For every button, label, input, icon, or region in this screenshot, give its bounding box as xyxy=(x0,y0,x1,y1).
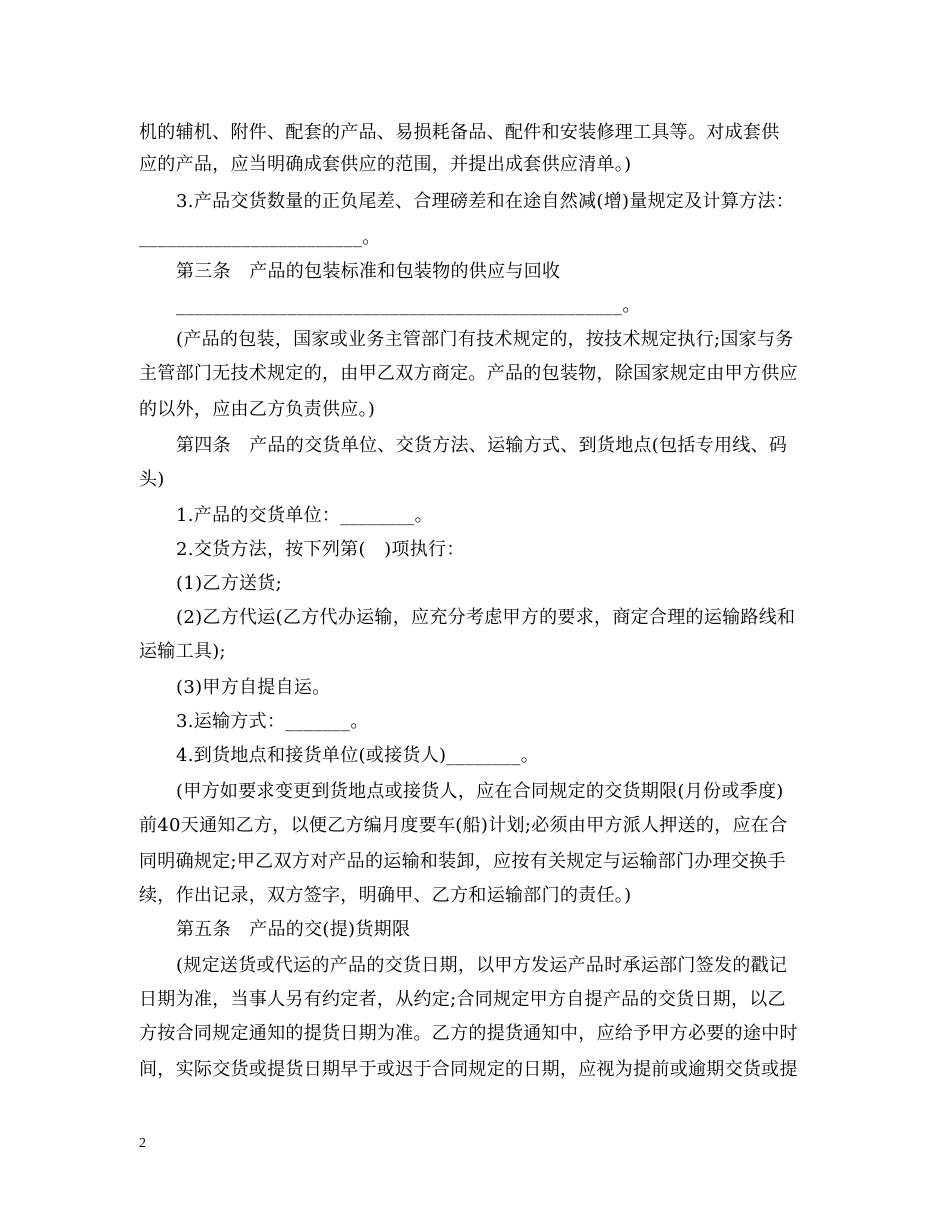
text-line: 运输工具); xyxy=(139,641,226,662)
text-line: 4.到货地点和接货单位(或接货人)________。 xyxy=(176,745,540,766)
text-line: 应的产品，应当明确成套供应的范围，并提出成套供应清单。) xyxy=(139,154,632,175)
text-line: 间，实际交货或提货日期早于或迟于合同规定的日期，应视为提前或逾期交货或提 xyxy=(139,1059,798,1080)
page-number: 2 xyxy=(139,1136,146,1151)
section-heading: 第三条 产品的包装标准和包装物的供应与回收 xyxy=(176,261,561,282)
text-line: 主管部门无技术规定的，由甲乙双方商定。产品的包装物，除国家规定由甲方供应 xyxy=(139,363,798,384)
text-line: (3)甲方自提自运。 xyxy=(176,677,331,698)
text-line: 机的辅机、附件、配套的产品、易损耗备品、配件和安装修理工具等。对成套供 xyxy=(139,122,780,143)
text-line: (甲方如要求变更到货地点或接货人，应在合同规定的交货期限(月份或季度) xyxy=(176,781,784,802)
text-line: (产品的包装，国家或业务主管部门有技术规定的，按技术规定执行;国家与务 xyxy=(176,329,794,350)
text-line: 方按合同规定通知的提货日期为准。乙方的提货通知中，应给予甲方必要的途中时 xyxy=(139,1023,798,1044)
text-line: 的以外，应由乙方负责供应。) xyxy=(139,399,376,420)
text-line: 2.交货方法，按下列第( )项执行： xyxy=(176,539,465,560)
text-line: ________________________。 xyxy=(139,227,381,248)
text-line: ________________________________________________。 xyxy=(176,295,641,316)
text-line: (2)乙方代运(乙方代办运输，应充分考虑甲方的要求，商定合理的运输路线和 xyxy=(176,607,796,628)
text-line: 前40天通知乙方，以便乙方编月度要车(船)计划;必须由甲方派人押送的，应在合 xyxy=(139,815,788,836)
text-line: 3.运输方式：_______。 xyxy=(176,711,369,732)
text-line: (规定送货或代运的产品的交货日期，以甲方发运产品时承运部门签发的戳记 xyxy=(176,955,788,976)
section-heading: 第四条 产品的交货单位、交货方法、运输方式、到货地点(包括专用线、码 xyxy=(176,435,788,456)
text-line: 同明确规定;甲乙双方对产品的运输和装卸，应按有关规定与运输部门办理交换手 xyxy=(139,851,786,872)
text-line: 日期为准，当事人另有约定者，从约定;合同规定甲方自提产品的交货日期，以乙 xyxy=(139,989,786,1010)
text-line: 续，作出记录，双方签字，明确甲、乙方和运输部门的责任。) xyxy=(139,885,632,906)
text-line: (1)乙方送货; xyxy=(176,573,282,594)
text-line: 3.产品交货数量的正负尾差、合理磅差和在途自然减(增)量规定及计算方法： xyxy=(176,191,795,212)
text-line: 1.产品的交货单位：________。 xyxy=(176,505,433,526)
text-line: 头) xyxy=(139,469,165,490)
section-heading: 第五条 产品的交(提)货期限 xyxy=(176,919,411,940)
